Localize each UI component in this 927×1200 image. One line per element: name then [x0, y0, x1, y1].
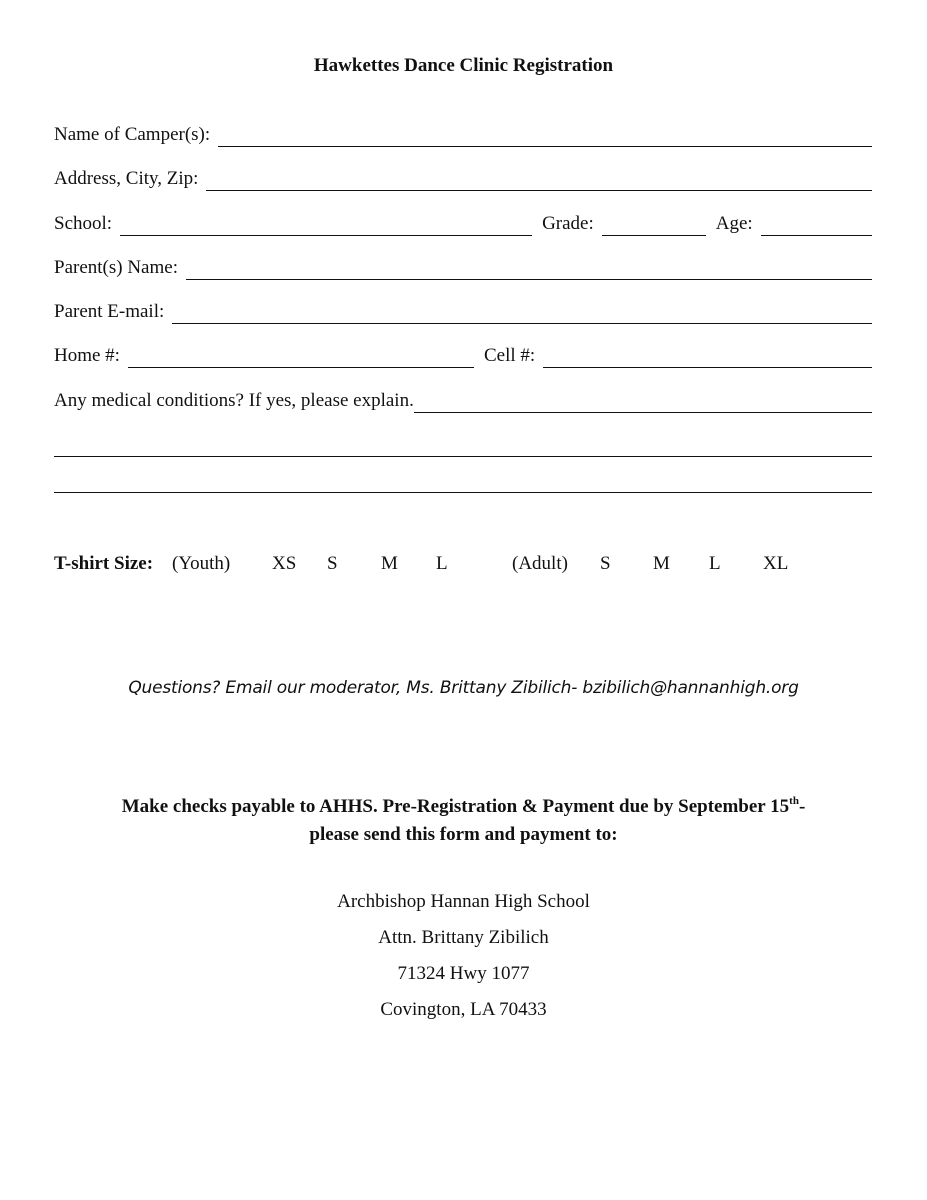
- parent-name-field[interactable]: [186, 259, 872, 280]
- address-label: Address, City, Zip:: [54, 168, 199, 189]
- parent-email-row: [54, 299, 872, 327]
- medical-label: Any medical conditions? If yes, please explain.: [54, 390, 414, 411]
- camper-name-field[interactable]: [218, 126, 872, 147]
- age-label: Age:: [715, 213, 753, 234]
- payment-line-1-dash: -: [798, 796, 806, 817]
- school-field[interactable]: [120, 215, 532, 236]
- adult-label: (Adult): [512, 553, 568, 574]
- address-city: Covington, LA 70433: [380, 999, 547, 1020]
- medical-field[interactable]: [414, 392, 872, 413]
- address-row: [54, 166, 872, 194]
- address-street: 71324 Hwy 1077: [397, 963, 530, 984]
- grade-field[interactable]: [602, 215, 706, 236]
- tshirt-size-label: T-shirt Size:: [54, 553, 154, 574]
- payment-instructions: [0, 793, 927, 849]
- school-label: School:: [54, 213, 113, 234]
- home-phone-label: Home #:: [54, 345, 120, 366]
- form-title: Hawkettes Dance Clinic Registration: [313, 55, 614, 76]
- mailing-address: [0, 891, 927, 1035]
- camper-name-label: Name of Camper(s):: [54, 124, 211, 145]
- address-school-name: Archbishop Hannan High School: [337, 891, 590, 912]
- address-field[interactable]: [206, 170, 872, 191]
- grade-label: Grade:: [542, 213, 594, 234]
- youth-size-m[interactable]: M: [381, 553, 398, 574]
- payment-line-2: please send this form and payment to:: [309, 824, 618, 845]
- parent-email-label: Parent E-mail:: [54, 301, 165, 322]
- medical-line-2[interactable]: [54, 456, 872, 457]
- adult-size-m[interactable]: M: [653, 553, 670, 574]
- address-attn: Attn. Brittany Zibilich: [378, 927, 549, 948]
- payment-line-1: [0, 793, 927, 821]
- questions-contact: Questions? Email our moderator, Ms. Brittany Zibilich- bzibilich@hannanhigh.org: [128, 678, 799, 698]
- cell-phone-label: Cell #:: [483, 345, 536, 366]
- youth-label: (Youth): [172, 553, 231, 574]
- parent-name-row: [54, 255, 872, 283]
- adult-size-xl[interactable]: XL: [763, 553, 789, 574]
- adult-size-s[interactable]: S: [600, 553, 611, 574]
- cell-phone-field[interactable]: [543, 347, 872, 368]
- home-phone-field[interactable]: [128, 347, 474, 368]
- parent-name-label: Parent(s) Name:: [54, 257, 178, 278]
- age-field[interactable]: [761, 215, 872, 236]
- youth-size-s[interactable]: S: [327, 553, 338, 574]
- camper-name-row: [54, 122, 872, 150]
- payment-line-1-ordinal: th: [789, 795, 799, 807]
- youth-size-xs[interactable]: XS: [272, 553, 297, 574]
- phone-row: [54, 343, 872, 371]
- medical-row: [54, 388, 872, 416]
- school-row: [54, 211, 872, 239]
- adult-size-l[interactable]: L: [709, 553, 721, 574]
- tshirt-size-row: [0, 553, 927, 579]
- medical-line-3[interactable]: [54, 492, 872, 493]
- youth-size-l[interactable]: L: [436, 553, 448, 574]
- payment-line-1-text: Make checks payable to AHHS. Pre-Registration & Payment due by September 15: [121, 796, 790, 817]
- parent-email-field[interactable]: [172, 303, 872, 324]
